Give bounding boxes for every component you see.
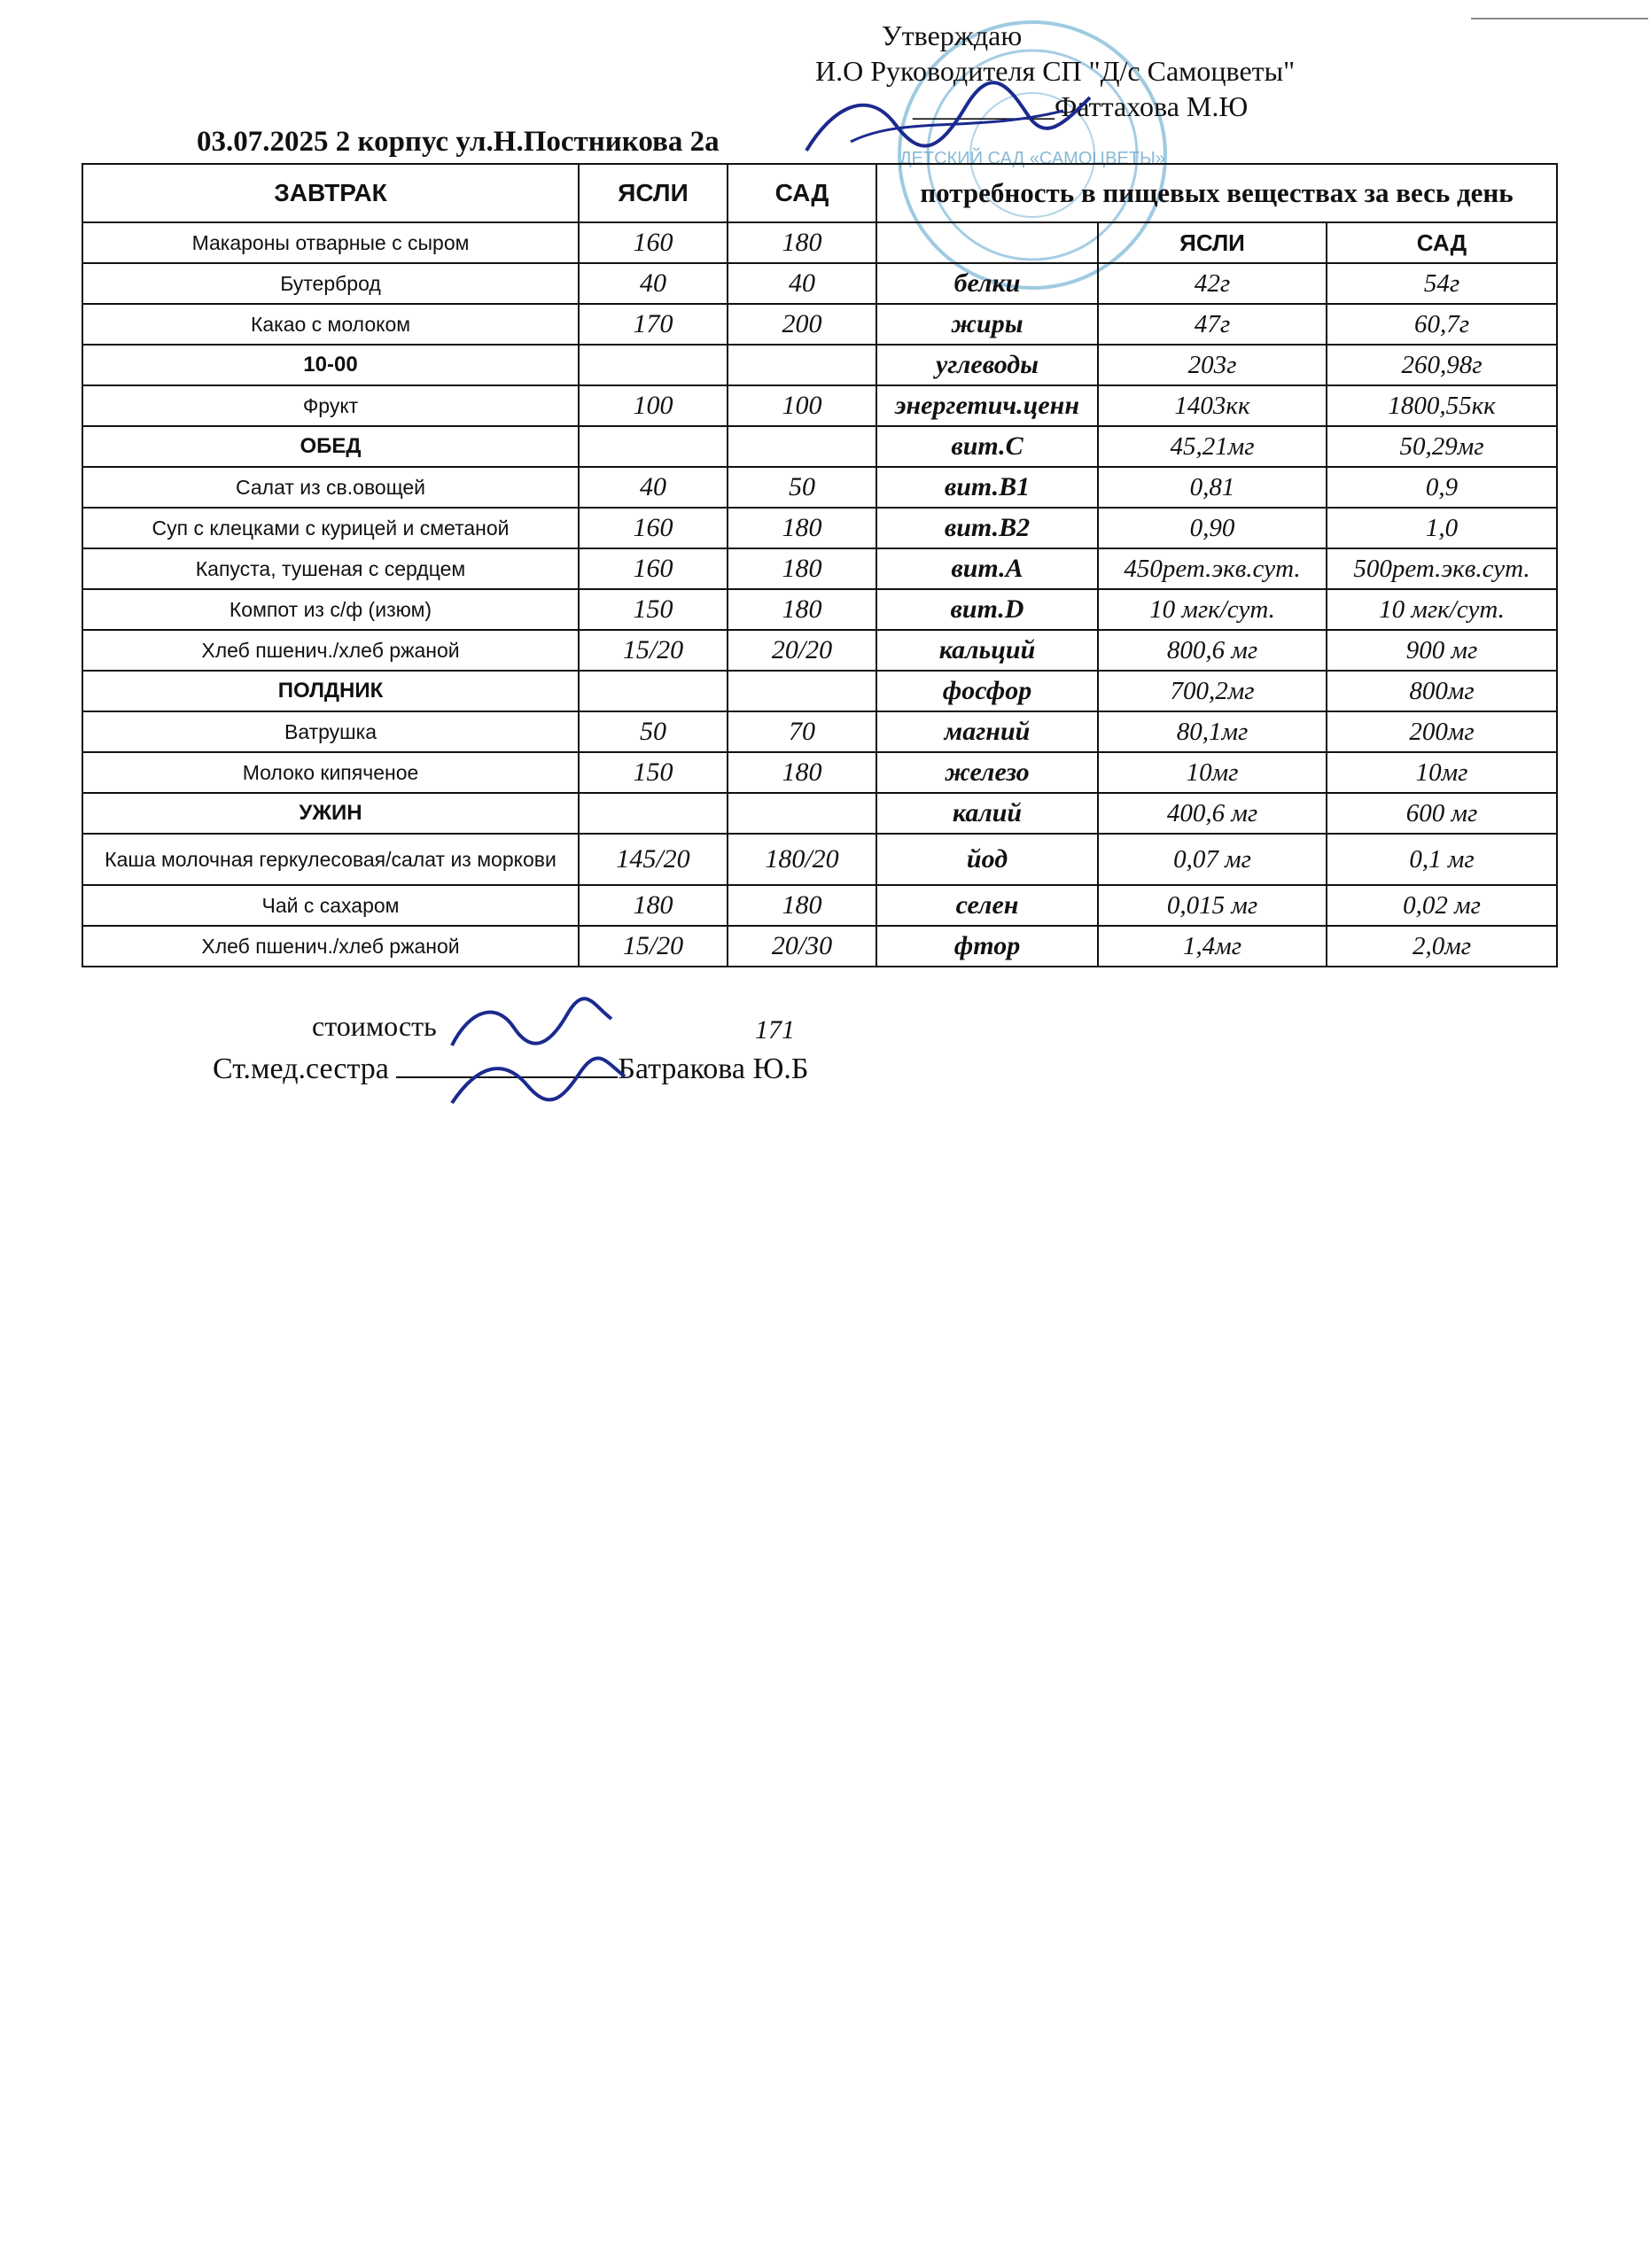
nutrient-garden-cell: 54г	[1327, 263, 1557, 304]
table-row	[82, 467, 1557, 508]
nursery-portion-cell	[579, 793, 728, 834]
header-needs: потребность в пищевых веществах за весь день	[876, 164, 1557, 222]
nursery-portion-cell: 40	[579, 467, 728, 508]
dish-cell: Каша молочная геркулесовая/салат из моркови	[82, 834, 579, 885]
nutrient-name-cell: калий	[876, 793, 1098, 834]
nutrient-nursery-cell: 80,1мг	[1098, 711, 1327, 752]
nutrient-nursery-cell: 1403кк	[1098, 385, 1327, 426]
nursery-portion-cell: 160	[579, 222, 728, 263]
garden-portion-cell	[728, 793, 876, 834]
nutrient-nursery-cell: 0,07 мг	[1098, 834, 1327, 885]
table-row	[82, 834, 1557, 885]
table-header-row	[82, 164, 1557, 222]
garden-portion-cell: 200	[728, 304, 876, 345]
nutrient-garden-cell: 1,0	[1327, 508, 1557, 548]
nutrient-nursery-cell: 800,6 мг	[1098, 630, 1327, 671]
nutrient-name-cell	[876, 222, 1098, 263]
stamp-text: ДЕТСКИЙ САД «САМОЦВЕТЫ»	[899, 149, 1165, 168]
nutrient-garden-cell: 800мг	[1327, 671, 1557, 711]
nutrient-garden-cell: 10 мгк/сут.	[1327, 589, 1557, 630]
nutrient-nursery-cell: 203г	[1098, 345, 1327, 385]
nutrient-garden-cell: 600 мг	[1327, 793, 1557, 834]
nursery-portion-cell: 50	[579, 711, 728, 752]
dish-cell: Макароны отварные с сыром	[82, 222, 579, 263]
garden-portion-cell: 50	[728, 467, 876, 508]
top-edge-line	[1471, 18, 1648, 23]
nutrient-name-cell: селен	[876, 885, 1098, 926]
dish-cell: Какао с молоком	[82, 304, 579, 345]
garden-portion-cell: 180	[728, 222, 876, 263]
table-row	[82, 589, 1557, 630]
nutrient-garden-cell: 260,98г	[1327, 345, 1557, 385]
garden-portion-cell: 180/20	[728, 834, 876, 885]
nutrient-name-cell: фтор	[876, 926, 1098, 967]
nursery-portion-cell: 170	[579, 304, 728, 345]
nursery-portion-cell	[579, 426, 728, 467]
table-row	[82, 222, 1557, 263]
nutrient-name-cell: магний	[876, 711, 1098, 752]
nutrient-name-cell: вит.С	[876, 426, 1098, 467]
dish-cell: Чай с сахаром	[82, 885, 579, 926]
nutrient-garden-cell: 0,1 мг	[1327, 834, 1557, 885]
nutrient-garden-cell: 0,02 мг	[1327, 885, 1557, 926]
nutrient-garden-cell: САД	[1327, 222, 1557, 263]
nursery-portion-cell: 15/20	[579, 630, 728, 671]
garden-portion-cell: 180	[728, 885, 876, 926]
nutrient-name-cell: вит.А	[876, 548, 1098, 589]
director-signature-icon	[798, 71, 1099, 168]
approval-line-3: __________Фаттахова М.Ю	[913, 90, 1249, 122]
dish-cell: ПОЛДНИК	[82, 671, 579, 711]
dish-cell: Салат из св.овощей	[82, 467, 579, 508]
dish-cell: Бутерброд	[82, 263, 579, 304]
nutrient-nursery-cell: 450рет.экв.сут.	[1098, 548, 1327, 589]
nutrient-name-cell: вит.D	[876, 589, 1098, 630]
nutrient-nursery-cell: 700,2мг	[1098, 671, 1327, 711]
nursery-portion-cell	[579, 345, 728, 385]
table-row	[82, 304, 1557, 345]
nursery-portion-cell: 160	[579, 508, 728, 548]
nutrient-name-cell: углеводы	[876, 345, 1098, 385]
table-row	[82, 926, 1557, 967]
cost-value: 171	[755, 1015, 795, 1045]
nutrient-name-cell: вит.В2	[876, 508, 1098, 548]
nutrient-garden-cell: 2,0мг	[1327, 926, 1557, 967]
nutrient-name-cell: йод	[876, 834, 1098, 885]
header-garden: САД	[728, 164, 876, 222]
nurse-signature-icon	[443, 1045, 629, 1116]
nutrient-garden-cell: 60,7г	[1327, 304, 1557, 345]
dish-cell: Хлеб пшенич./хлеб ржаной	[82, 926, 579, 967]
header-nursery: ЯСЛИ	[579, 164, 728, 222]
dish-cell: Капуста, тушеная с сердцем	[82, 548, 579, 589]
nutrient-nursery-cell: 0,90	[1098, 508, 1327, 548]
nutrient-garden-cell: 500рет.экв.сут.	[1327, 548, 1557, 589]
table-row	[82, 345, 1557, 385]
nutrient-garden-cell: 50,29мг	[1327, 426, 1557, 467]
garden-portion-cell: 180	[728, 508, 876, 548]
header-meal: ЗАВТРАК	[82, 164, 579, 222]
table-row	[82, 263, 1557, 304]
table-row	[82, 671, 1557, 711]
nutrient-name-cell: кальций	[876, 630, 1098, 671]
garden-portion-cell: 20/20	[728, 630, 876, 671]
garden-portion-cell	[728, 426, 876, 467]
dish-cell: Суп с клецками с курицей и сметаной	[82, 508, 579, 548]
dish-cell: Фрукт	[82, 385, 579, 426]
dish-cell: Хлеб пшенич./хлеб ржаной	[82, 630, 579, 671]
table-row	[82, 630, 1557, 671]
nutrient-garden-cell: 10мг	[1327, 752, 1557, 793]
nutrient-nursery-cell: 1,4мг	[1098, 926, 1327, 967]
garden-portion-cell: 180	[728, 548, 876, 589]
dish-cell: Ватрушка	[82, 711, 579, 752]
table-row	[82, 426, 1557, 467]
nutrient-garden-cell: 200мг	[1327, 711, 1557, 752]
nursery-portion-cell: 150	[579, 752, 728, 793]
garden-portion-cell: 100	[728, 385, 876, 426]
approval-line-1: Утверждаю	[882, 19, 1023, 51]
nutrient-name-cell: белки	[876, 263, 1098, 304]
nutrient-name-cell: фосфор	[876, 671, 1098, 711]
garden-portion-cell: 180	[728, 752, 876, 793]
nurse-name: Батракова Ю.Б	[618, 1052, 809, 1085]
nursery-portion-cell: 180	[579, 885, 728, 926]
nutrient-garden-cell: 0,9	[1327, 467, 1557, 508]
table-row	[82, 752, 1557, 793]
garden-portion-cell: 20/30	[728, 926, 876, 967]
nurse-label: Ст.мед.сестра	[213, 1052, 389, 1085]
table-row	[82, 711, 1557, 752]
table-row	[82, 885, 1557, 926]
cost-label: стоимость	[312, 1010, 437, 1042]
nursery-portion-cell: 40	[579, 263, 728, 304]
nutrient-nursery-cell: 400,6 мг	[1098, 793, 1327, 834]
nursery-portion-cell: 160	[579, 548, 728, 589]
document-title: 03.07.2025 2 корпус ул.Н.Постникова 2а	[197, 126, 720, 158]
dish-cell: Компот из с/ф (изюм)	[82, 589, 579, 630]
nutrient-name-cell: энергетич.ценн	[876, 385, 1098, 426]
table-row	[82, 548, 1557, 589]
dish-cell: 10-00	[82, 345, 579, 385]
nursery-portion-cell: 15/20	[579, 926, 728, 967]
garden-portion-cell	[728, 671, 876, 711]
approval-line-2: И.О Руководителя СП "Д/с Самоцветы"	[815, 55, 1296, 87]
nutrient-nursery-cell: 45,21мг	[1098, 426, 1327, 467]
garden-portion-cell: 70	[728, 711, 876, 752]
nutrient-garden-cell: 900 мг	[1327, 630, 1557, 671]
nutrient-nursery-cell: 42г	[1098, 263, 1327, 304]
nursery-portion-cell: 150	[579, 589, 728, 630]
nutrient-name-cell: железо	[876, 752, 1098, 793]
nutrient-nursery-cell: 10 мгк/сут.	[1098, 589, 1327, 630]
dish-cell: УЖИН	[82, 793, 579, 834]
nutrient-nursery-cell: 47г	[1098, 304, 1327, 345]
dish-cell: Молоко кипяченое	[82, 752, 579, 793]
nursery-portion-cell	[579, 671, 728, 711]
dish-cell: ОБЕД	[82, 426, 579, 467]
nutrient-nursery-cell: 0,015 мг	[1098, 885, 1327, 926]
menu-table	[82, 163, 1558, 967]
nutrient-nursery-cell: 0,81	[1098, 467, 1327, 508]
garden-portion-cell	[728, 345, 876, 385]
table-row	[82, 793, 1557, 834]
nursery-portion-cell: 145/20	[579, 834, 728, 885]
nutrient-nursery-cell: ЯСЛИ	[1098, 222, 1327, 263]
nutrient-nursery-cell: 10мг	[1098, 752, 1327, 793]
table-row	[82, 385, 1557, 426]
nutrient-name-cell: вит.В1	[876, 467, 1098, 508]
table-row	[82, 508, 1557, 548]
nutrient-name-cell: жиры	[876, 304, 1098, 345]
garden-portion-cell: 180	[728, 589, 876, 630]
garden-portion-cell: 40	[728, 263, 876, 304]
nursery-portion-cell: 100	[579, 385, 728, 426]
nutrient-garden-cell: 1800,55кк	[1327, 385, 1557, 426]
